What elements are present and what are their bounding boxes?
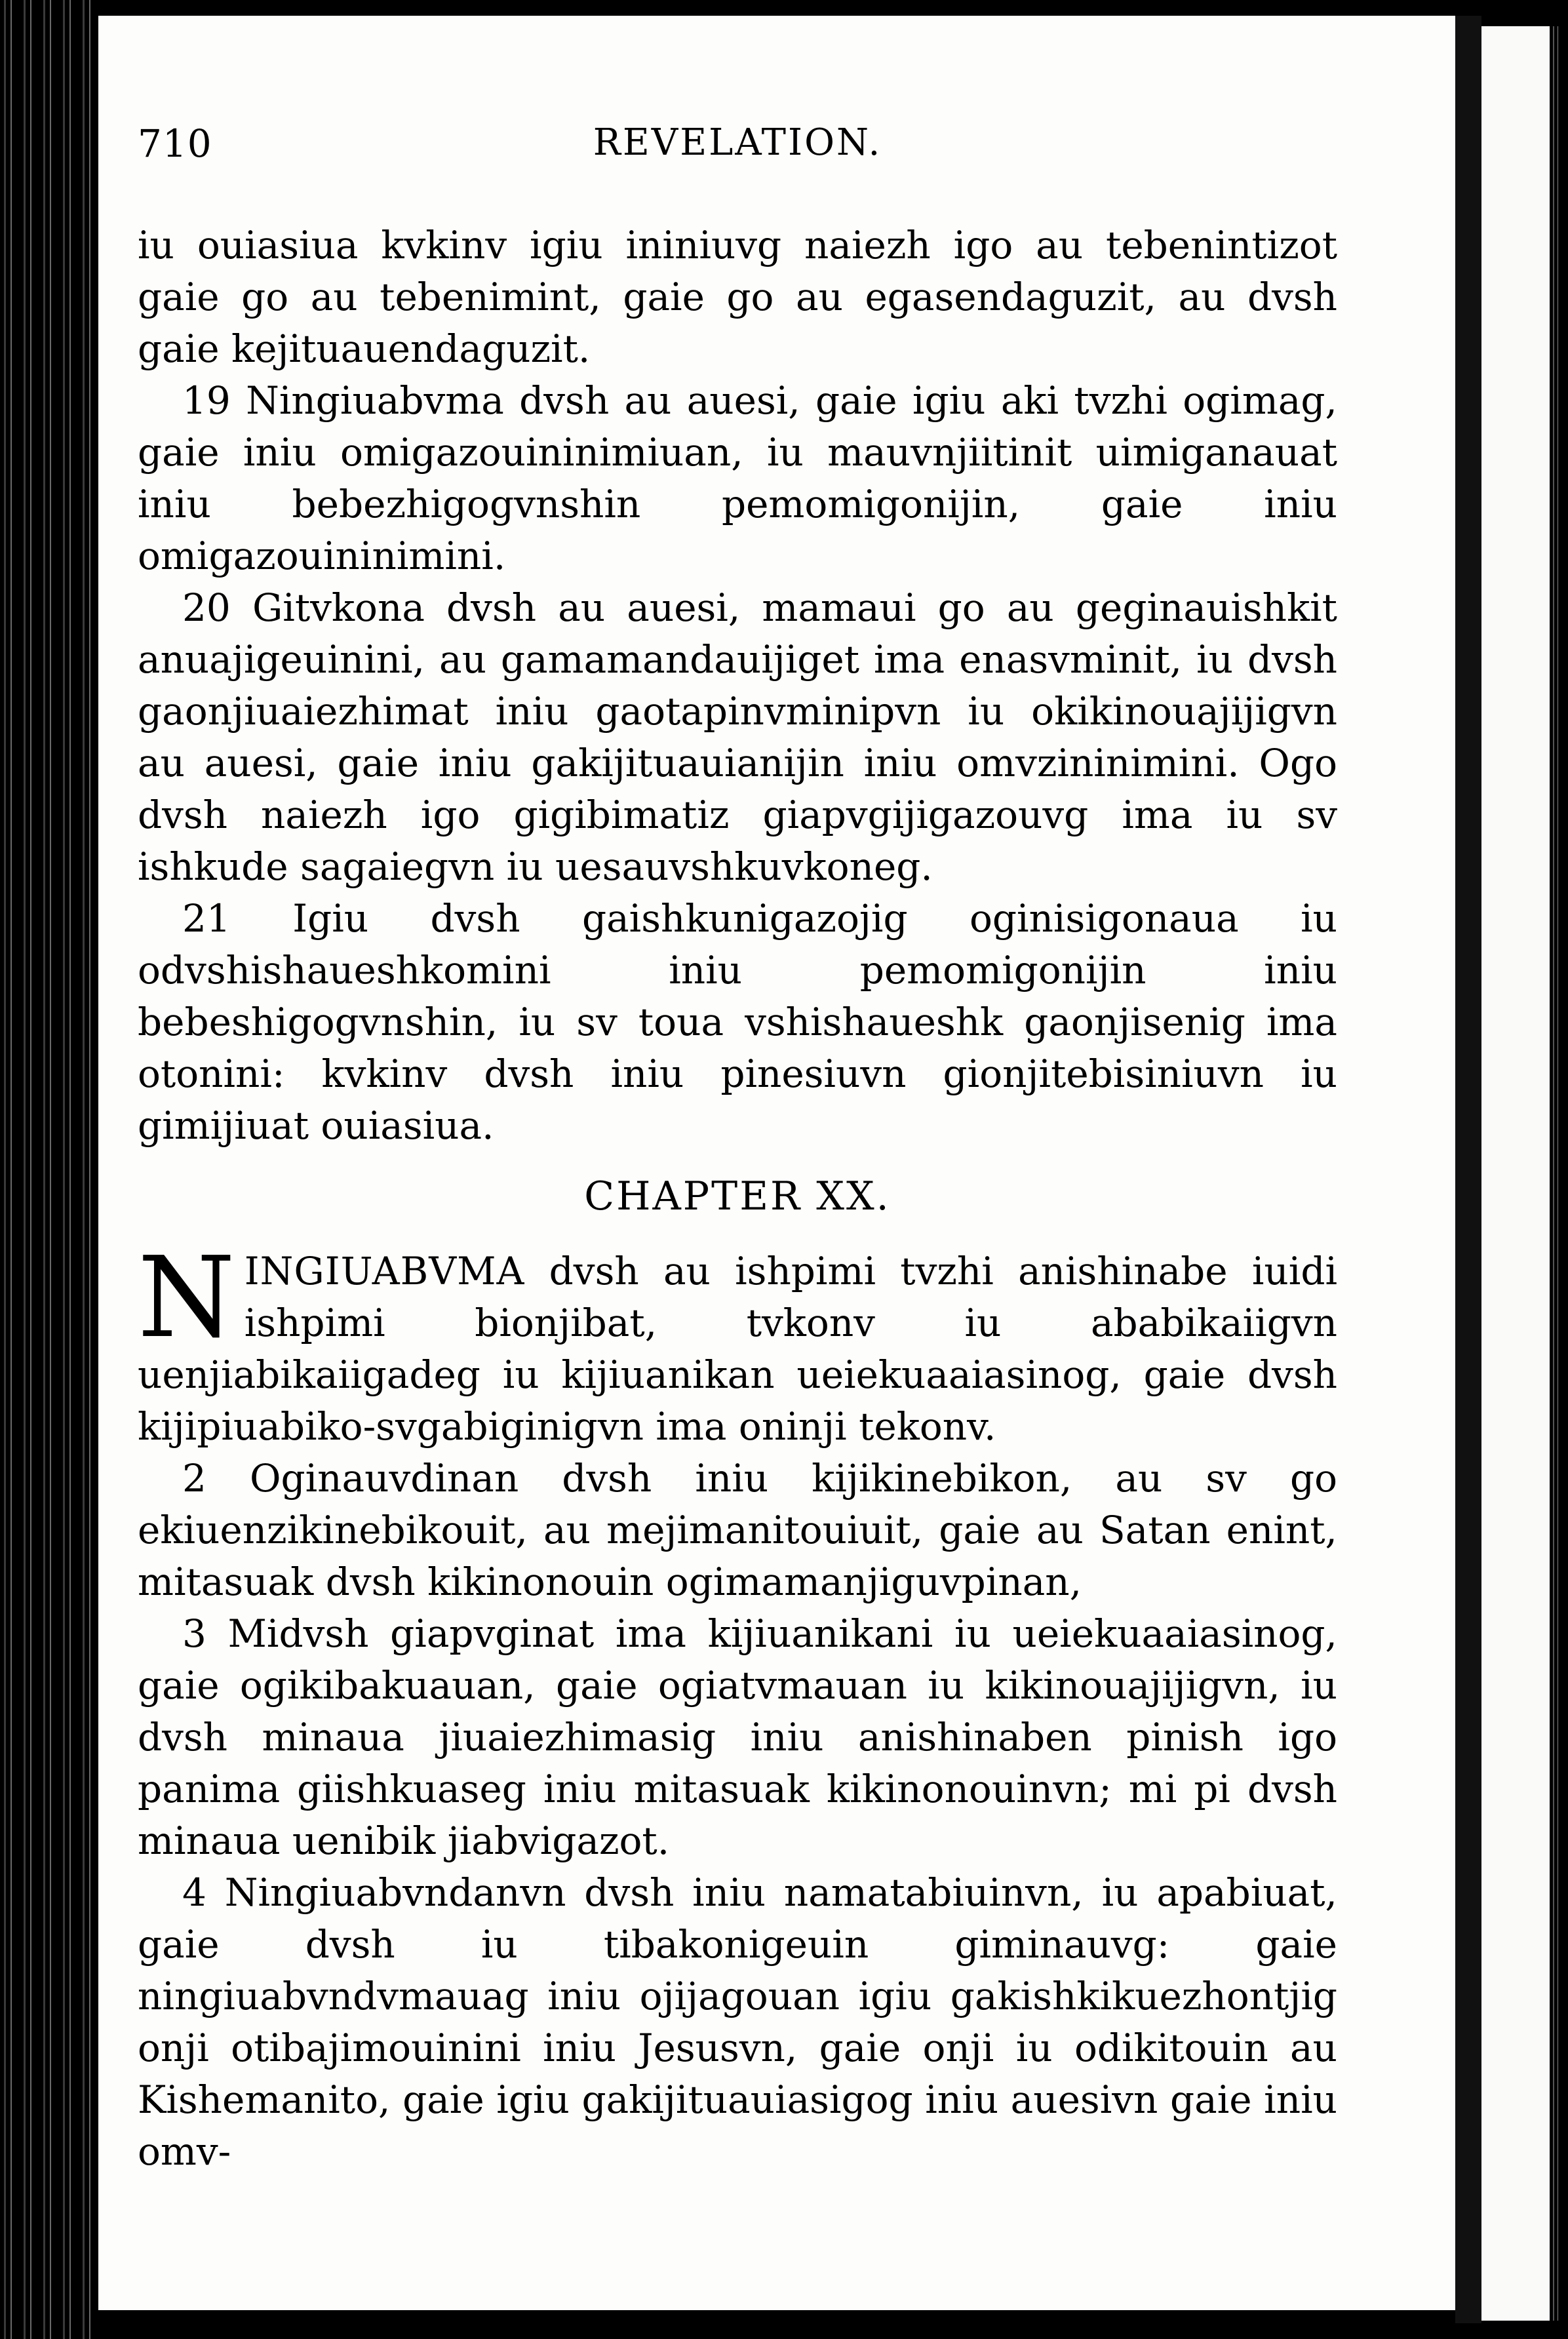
verse-paragraph: iu ouiasiua kvkinv igiu ininiuvg naiezh igo au tebenintizot gaie go au tebenimint, gaie go au egasendaguzit, au dvsh gaie kejituauendaguzit. [138, 223, 1337, 371]
book-gutter [1455, 16, 1481, 2323]
chapter-opening-paragraph [138, 1233, 1337, 1453]
drop-cap: N [138, 1233, 235, 1363]
book-binding-edge [0, 0, 98, 2339]
verse-paragraph: 4 Ningiuabvndanvn dvsh iniu namatabiuinvn, iu apabiuat, gaie dvsh iu tibakonigeuin giminauvg: gaie ningiuabvndvmauag iniu ojijagouan igiu gakishkikuezhontjig onji otibajimouinini iniu Jesusvn, gaie onji iu odikitouin au Kishemanito, gaie igiu gakijituauiasigog iniu auesivn gaie iniu omv- [138, 1870, 1337, 2174]
running-title: REVELATION. [593, 121, 882, 164]
page-header [138, 121, 1337, 180]
verse-paragraph: 21 Igiu dvsh gaishkunigazojig oginisigonaua iu odvshishaueshkomini iniu pemomigonijin iniu bebeshigogvnshin, iu sv toua vshishaueshk gaonjisenig ima otonini: kvkinv dvsh iniu pinesiuvn gionjitebisiniuvn iu gimijiuat ouiasiua. [138, 896, 1337, 1148]
verse-paragraph: 20 Gitvkona dvsh au auesi, mamaui go au geginauishkit anuajigeuinini, au gamamandauijiget ima enasvminit, iu dvsh gaonjiuaiezhimat iniu gaotapinvminipvn iu okikinouajijigvn au auesi, gaie iniu gakijituauianijin iniu omvzininimini. Ogo dvsh naiezh igo gigibimatiz giapvgijigazouvg ima iu sv ishkude sagaiegvn iu uesauvshkuvkoneg. [138, 585, 1337, 889]
page-number: 710 [138, 121, 212, 166]
opening-caps: INGIUABVMA [244, 1249, 525, 1293]
verse-paragraph: 3 Midvsh giapvginat ima kijiuanikani iu ueiekuaaiasinog, gaie ogikibakuauan, gaie ogiatvmauan iu kikinouajijigvn, iu dvsh minaua jiuaiezhimasig iniu anishinaben pinish igo panima giishkuaseg iniu mitasuak kikinonouinvn; mi pi dvsh minaua uenibik jiabvigazot. [138, 1611, 1337, 1863]
previous-chapter-text [138, 220, 1337, 1152]
verse-paragraph: 2 Oginauvdinan dvsh iniu kijikinebikon, au sv go ekiuenzikinebikouit, au mejimanitouiuit, gaie au Satan enint, mitasuak dvsh kikinonouin ogimamanjiguvpinan, [138, 1456, 1337, 1604]
chapter-text [138, 1233, 1337, 2178]
opening-text: dvsh au ishpimi tvzhi anishinabe iuidi ishpimi bionjibat, tvkonv iu ababikaiigvn uenjiabikaiigadeg iu kijiuanikan ueiekuaaiasinog, gaie dvsh kijipiuabiko-svgabiginigvn ima oninji tekonv. [138, 1249, 1337, 1449]
chapter-heading: CHAPTER XX. [584, 1173, 891, 1219]
facing-page-edge [1481, 26, 1568, 2321]
facing-page-strip [1550, 26, 1568, 2321]
verse-paragraph: 19 Ningiuabvma dvsh au auesi, gaie igiu aki tvzhi ogimag, gaie iniu omigazouininimiuan, iu mauvnjiitinit uimiganauat iniu bebezhigogvnshin pemomigonijin, gaie iniu omigazouininimini. [138, 378, 1337, 578]
bottom-edge [98, 2310, 1455, 2339]
